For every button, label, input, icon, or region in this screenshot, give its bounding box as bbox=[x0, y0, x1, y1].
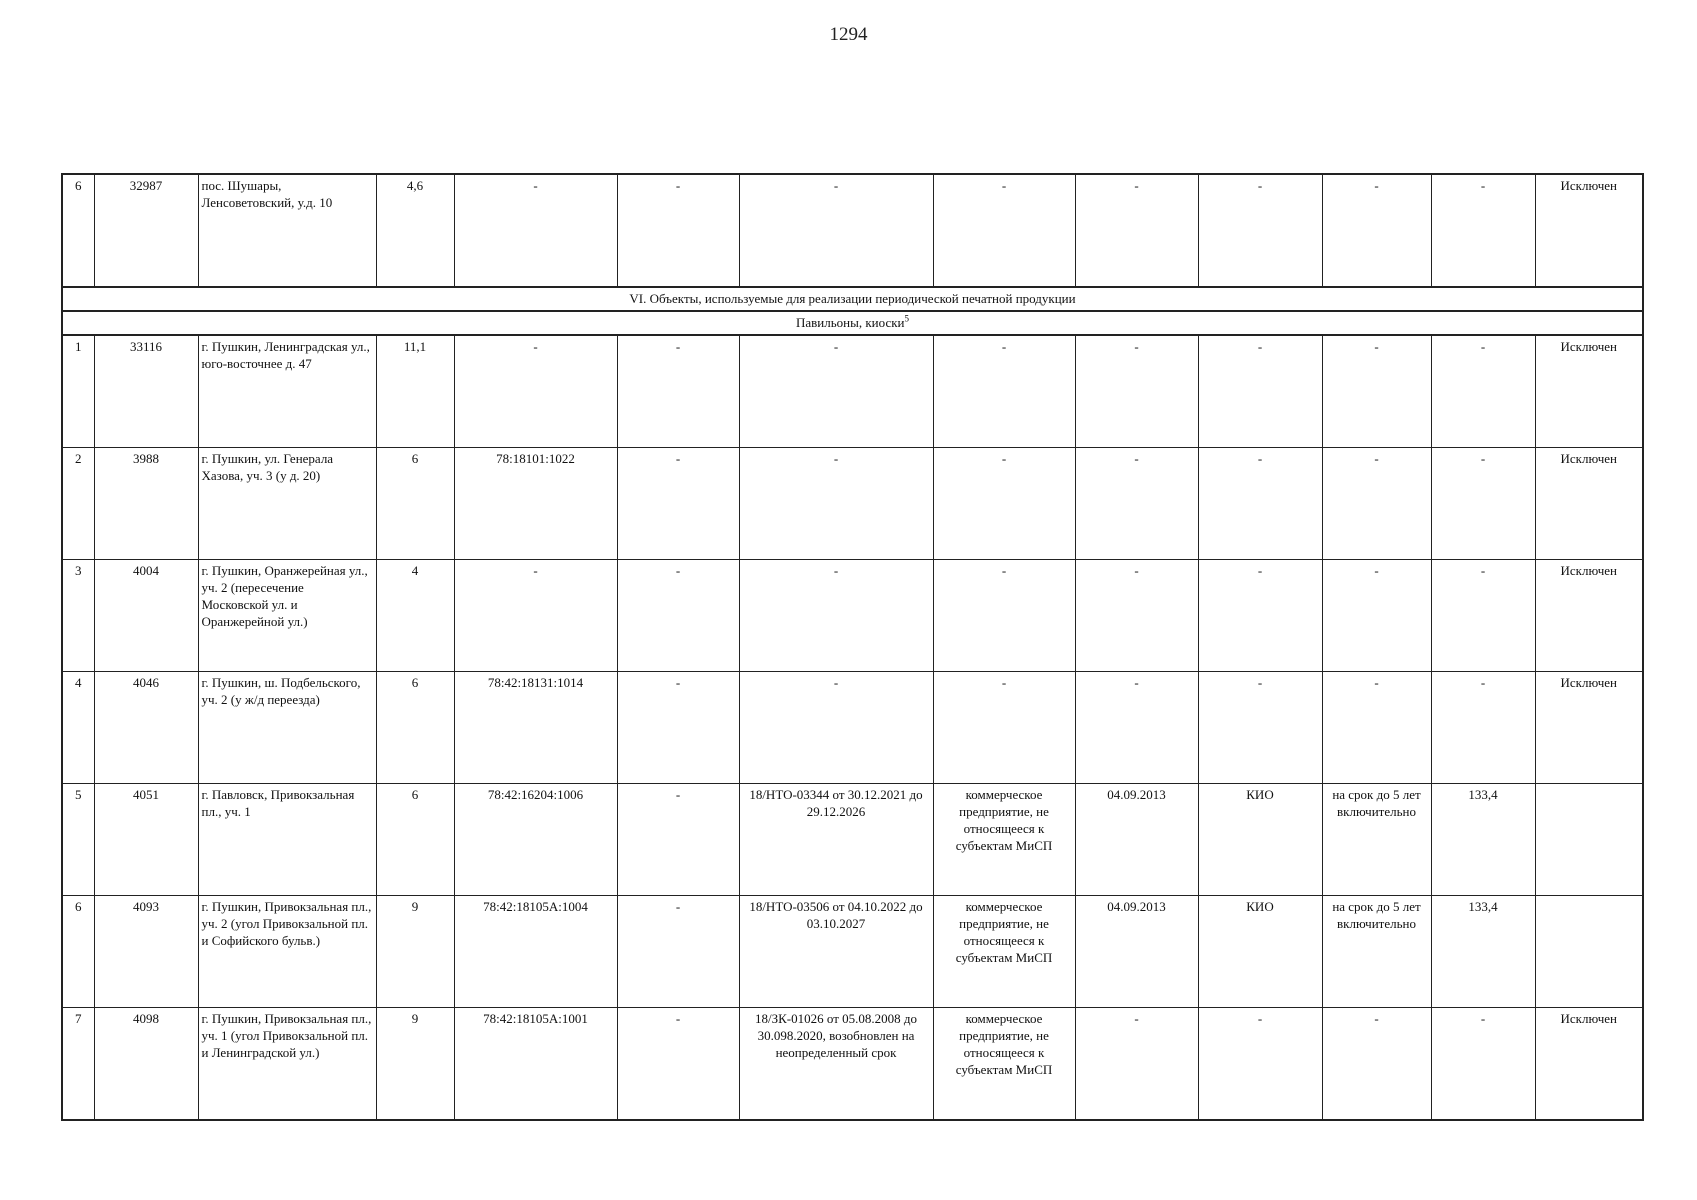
table-row bbox=[62, 335, 1643, 448]
cell-id: 32987 bbox=[94, 174, 198, 287]
subsection-cell bbox=[62, 311, 1643, 335]
cell-col5: - bbox=[617, 174, 739, 287]
cell-num: 6 bbox=[62, 174, 94, 287]
page-number: 1294 bbox=[829, 24, 868, 45]
cell-col5: - bbox=[617, 672, 739, 784]
table-row bbox=[62, 784, 1643, 896]
cell-amount: - bbox=[1431, 560, 1535, 672]
cell-entity: - bbox=[933, 174, 1075, 287]
cell-contract: 18/НТО-03506 от 04.10.2022 до 03.10.2027 bbox=[739, 896, 933, 1008]
cell-org: КИО bbox=[1198, 784, 1322, 896]
cell-date: - bbox=[1075, 335, 1198, 448]
cell-status: Исключен bbox=[1535, 448, 1643, 560]
cell-col5: - bbox=[617, 896, 739, 1008]
cell-org: - bbox=[1198, 335, 1322, 448]
subsection-title: Павильоны, киоски bbox=[795, 315, 905, 330]
table-row bbox=[62, 174, 1643, 287]
cell-contract: 18/НТО-03344 от 30.12.2021 до 29.12.2026 bbox=[739, 784, 933, 896]
cell-org: - bbox=[1198, 1008, 1322, 1121]
cell-status bbox=[1535, 784, 1643, 896]
cell-col5: - bbox=[617, 784, 739, 896]
cell-area: 4 bbox=[376, 560, 454, 672]
cell-entity: коммерческое предприятие, не относящееся к субъектам МиСП bbox=[933, 784, 1075, 896]
cell-entity: коммерческое предприятие, не относящееся к субъектам МиСП bbox=[933, 896, 1075, 1008]
cell-num: 5 bbox=[62, 784, 94, 896]
cell-org: - bbox=[1198, 174, 1322, 287]
cell-area: 6 bbox=[376, 672, 454, 784]
cell-amount: - bbox=[1431, 672, 1535, 784]
cell-cadastral: 78:42:16204:1006 bbox=[454, 784, 617, 896]
cell-amount: 133,4 bbox=[1431, 896, 1535, 1008]
cell-date: 04.09.2013 bbox=[1075, 896, 1198, 1008]
cell-area: 6 bbox=[376, 784, 454, 896]
cell-area: 6 bbox=[376, 448, 454, 560]
cell-num: 7 bbox=[62, 1008, 94, 1121]
cell-address: г. Пушкин, Ленинградская ул., юго-восточнее д. 47 bbox=[198, 335, 376, 448]
cell-address: г. Павловск, Привокзальная пл., уч. 1 bbox=[198, 784, 376, 896]
cell-term: - bbox=[1322, 672, 1431, 784]
cell-status: Исключен bbox=[1535, 1008, 1643, 1121]
cell-cadastral: - bbox=[454, 335, 617, 448]
cell-id: 4093 bbox=[94, 896, 198, 1008]
cell-address: г. Пушкин, Привокзальная пл., уч. 1 (угол Привокзальной пл. и Ленинградской ул.) bbox=[198, 1008, 376, 1121]
cell-date: - bbox=[1075, 560, 1198, 672]
cell-org: - bbox=[1198, 560, 1322, 672]
subsection-row bbox=[62, 311, 1643, 335]
cell-amount: - bbox=[1431, 335, 1535, 448]
section-title: VI. Объекты, используемые для реализации периодической печатной продукции bbox=[62, 287, 1643, 311]
registry-table bbox=[61, 173, 1644, 1121]
cell-status: Исключен bbox=[1535, 335, 1643, 448]
cell-area: 9 bbox=[376, 896, 454, 1008]
cell-area: 11,1 bbox=[376, 335, 454, 448]
table-row bbox=[62, 672, 1643, 784]
cell-date: - bbox=[1075, 672, 1198, 784]
cell-address: г. Пушкин, Оранжерейная ул., уч. 2 (пересечение Московской ул. и Оранжерейной ул.) bbox=[198, 560, 376, 672]
cell-org: КИО bbox=[1198, 896, 1322, 1008]
cell-amount: - bbox=[1431, 174, 1535, 287]
cell-contract: - bbox=[739, 335, 933, 448]
cell-amount: 133,4 bbox=[1431, 784, 1535, 896]
cell-id: 4004 bbox=[94, 560, 198, 672]
section-row bbox=[62, 287, 1643, 311]
cell-term: - bbox=[1322, 560, 1431, 672]
cell-num: 3 bbox=[62, 560, 94, 672]
cell-status: Исключен bbox=[1535, 174, 1643, 287]
cell-entity: - bbox=[933, 335, 1075, 448]
cell-cadastral: - bbox=[454, 560, 617, 672]
cell-col5: - bbox=[617, 448, 739, 560]
cell-contract: - bbox=[739, 448, 933, 560]
cell-date: - bbox=[1075, 1008, 1198, 1121]
cell-entity: - bbox=[933, 560, 1075, 672]
cell-area: 9 bbox=[376, 1008, 454, 1121]
cell-term: - bbox=[1322, 174, 1431, 287]
table-row bbox=[62, 560, 1643, 672]
cell-cadastral: - bbox=[454, 174, 617, 287]
cell-address: г. Пушкин, ул. Генерала Хазова, уч. 3 (у д. 20) bbox=[198, 448, 376, 560]
cell-contract: - bbox=[739, 174, 933, 287]
cell-contract: 18/ЗК-01026 от 05.08.2008 до 30.098.2020, возобновлен на неопределенный срок bbox=[739, 1008, 933, 1121]
cell-cadastral: 78:42:18105А:1004 bbox=[454, 896, 617, 1008]
cell-num: 4 bbox=[62, 672, 94, 784]
footnote-mark: 5 bbox=[904, 313, 909, 324]
cell-num: 2 bbox=[62, 448, 94, 560]
table-row bbox=[62, 896, 1643, 1008]
table-row bbox=[62, 1008, 1643, 1121]
cell-id: 33116 bbox=[94, 335, 198, 448]
cell-cadastral: 78:18101:1022 bbox=[454, 448, 617, 560]
cell-term: - bbox=[1322, 335, 1431, 448]
cell-status: Исключен bbox=[1535, 672, 1643, 784]
cell-id: 3988 bbox=[94, 448, 198, 560]
cell-entity: - bbox=[933, 448, 1075, 560]
cell-status bbox=[1535, 896, 1643, 1008]
cell-address: пос. Шушары, Ленсоветовский, у.д. 10 bbox=[198, 174, 376, 287]
cell-num: 1 bbox=[62, 335, 94, 448]
cell-amount: - bbox=[1431, 448, 1535, 560]
cell-col5: - bbox=[617, 560, 739, 672]
cell-col5: - bbox=[617, 335, 739, 448]
cell-date: - bbox=[1075, 448, 1198, 560]
cell-address: г. Пушкин, ш. Подбельского, уч. 2 (у ж/д переезда) bbox=[198, 672, 376, 784]
cell-org: - bbox=[1198, 672, 1322, 784]
cell-entity: коммерческое предприятие, не относящееся к субъектам МиСП bbox=[933, 1008, 1075, 1121]
cell-date: 04.09.2013 bbox=[1075, 784, 1198, 896]
cell-contract: - bbox=[739, 672, 933, 784]
cell-id: 4046 bbox=[94, 672, 198, 784]
cell-entity: - bbox=[933, 672, 1075, 784]
cell-cadastral: 78:42:18105А:1001 bbox=[454, 1008, 617, 1121]
cell-status: Исключен bbox=[1535, 560, 1643, 672]
cell-term: - bbox=[1322, 448, 1431, 560]
cell-area: 4,6 bbox=[376, 174, 454, 287]
cell-term: на срок до 5 лет включительно bbox=[1322, 896, 1431, 1008]
cell-term: - bbox=[1322, 1008, 1431, 1121]
table-row bbox=[62, 448, 1643, 560]
cell-address: г. Пушкин, Привокзальная пл., уч. 2 (угол Привокзальной пл. и Софийского бульв.) bbox=[198, 896, 376, 1008]
cell-num: 6 bbox=[62, 896, 94, 1008]
cell-id: 4051 bbox=[94, 784, 198, 896]
cell-date: - bbox=[1075, 174, 1198, 287]
cell-org: - bbox=[1198, 448, 1322, 560]
cell-term: на срок до 5 лет включительно bbox=[1322, 784, 1431, 896]
cell-amount: - bbox=[1431, 1008, 1535, 1121]
cell-contract: - bbox=[739, 560, 933, 672]
cell-col5: - bbox=[617, 1008, 739, 1121]
cell-id: 4098 bbox=[94, 1008, 198, 1121]
cell-cadastral: 78:42:18131:1014 bbox=[454, 672, 617, 784]
